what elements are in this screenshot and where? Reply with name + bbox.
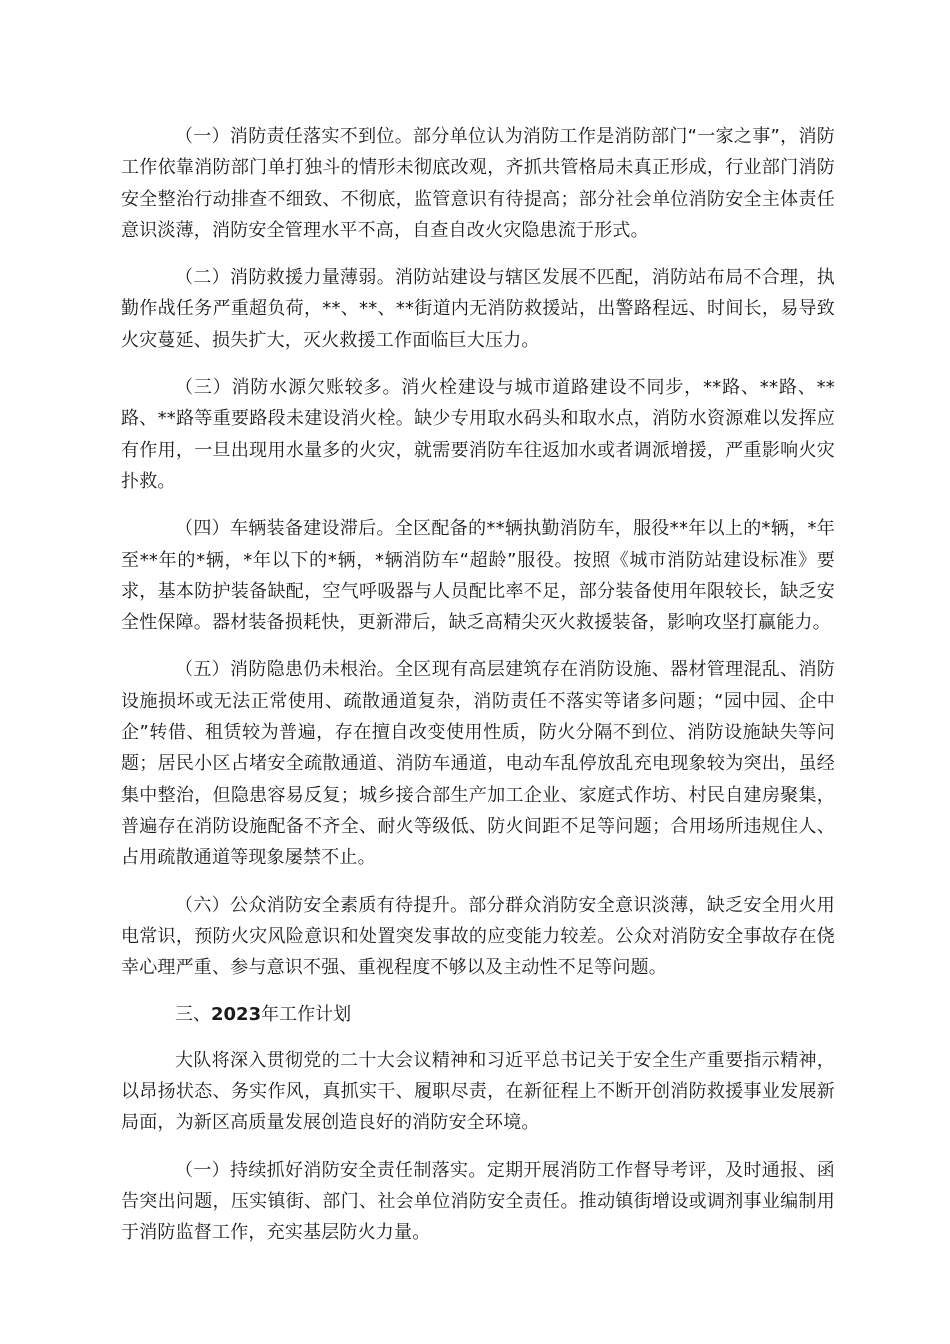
section-heading-year: 2023: [211, 1004, 262, 1026]
section-heading: [121, 999, 835, 1030]
paragraph-plan-1: （一）持续抓好消防安全责任制落实。定期开展消防工作督导考评，及时通报、函告突出问题，压实镇街、部门、社会单位消防安全责任。推动镇街增设或调剂事业编制用于消防监督工作，充实基层防火力量。: [121, 1159, 835, 1244]
paragraph-issue-5: （五）消防隐患仍未根治。全区现有高层建筑存在消防设施、器材管理混乱、消防设施损坏或无法正常使用、疏散通道复杂，消防责任不落实等诸多问题；“园中园、企中企”转借、租赁较为普遍，存在擅自改变使用性质，防火分隔不到位、消防设施缺失等问题；居民小区占堵安全疏散通道、消防车通道，电动车乱停放乱充电现象较为突出，虽经集中整治，但隐患容易反复；城乡接合部生产加工企业、家庭式作坊、村民自建房聚集，普遍存在消防设施配备不齐全、耐火等级低、防火间距不足等问题；合用场所违规住人、占用疏散通道等现象屡禁不止。: [121, 659, 835, 869]
paragraph-issue-6: （六）公众消防安全素质有待提升。部分群众消防安全意识淡薄，缺乏安全用火用电常识，预防火灾风险意识和处置突发事故的应变能力较差。公众对消防安全事故存在侥幸心理严重、参与意识不强、重视程度不够以及主动性不足等问题。: [121, 894, 835, 979]
paragraph-issue-4: （四）车辆装备建设滞后。全区配备的**辆执勤消防车，服役**年以上的*辆，*年至**年的*辆，*年以下的*辆，*辆消防车“超龄”服役。按照《城市消防站建设标准》要求，基本防护装备缺配，空气呼吸器与人员配比率不足，部分装备使用年限较长，缺乏安全性保障。器材装备损耗快，更新滞后，缺乏高精尖灭火救援装备，影响攻坚打赢能力。: [121, 518, 835, 634]
paragraph-issue-3: （三）消防水源欠账较多。消火栓建设与城市道路建设不同步，**路、**路、**路、**路等重要路段未建设消火栓。缺少专用取水码头和取水点，消防水资源难以发挥应有作用，一旦出现用水量多的火灾，就需要消防车往返加水或者调派增援，严重影响火灾扑救。: [121, 377, 835, 492]
section-heading-prefix: 三、: [175, 1004, 211, 1026]
paragraph-issue-2: （二）消防救援力量薄弱。消防站建设与辖区发展不匹配，消防站布局不合理，执勤作战任务严重超负荷，**、**、**街道内无消防救援站，出警路程远、时间长，易导致火灾蔓延、损失扩大，灭火救援工作面临巨大压力。: [121, 267, 835, 351]
document-body: [121, 121, 835, 1265]
paragraph-issue-1: （一）消防责任落实不到位。部分单位认为消防工作是消防部门“一家之事”，消防工作依靠消防部门单打独斗的情形未彻底改观，齐抓共管格局未真正形成，行业部门消防安全整治行动排查不细致、不彻底，监管意识有待提高；部分社会单位消防安全主体责任意识淡薄，消防安全管理水平不高，自查自改火灾隐患流于形式。: [121, 126, 835, 241]
section-heading-suffix: 年工作计划: [261, 1004, 352, 1026]
paragraph-plan-intro: 大队将深入贯彻党的二十大会议精神和习近平总书记关于安全生产重要指示精神，以昂扬状态、务实作风，真抓实干、履职尽责，在新征程上不断开创消防救援事业发展新局面，为新区高质量发展创造良好的消防安全环境。: [121, 1049, 835, 1134]
